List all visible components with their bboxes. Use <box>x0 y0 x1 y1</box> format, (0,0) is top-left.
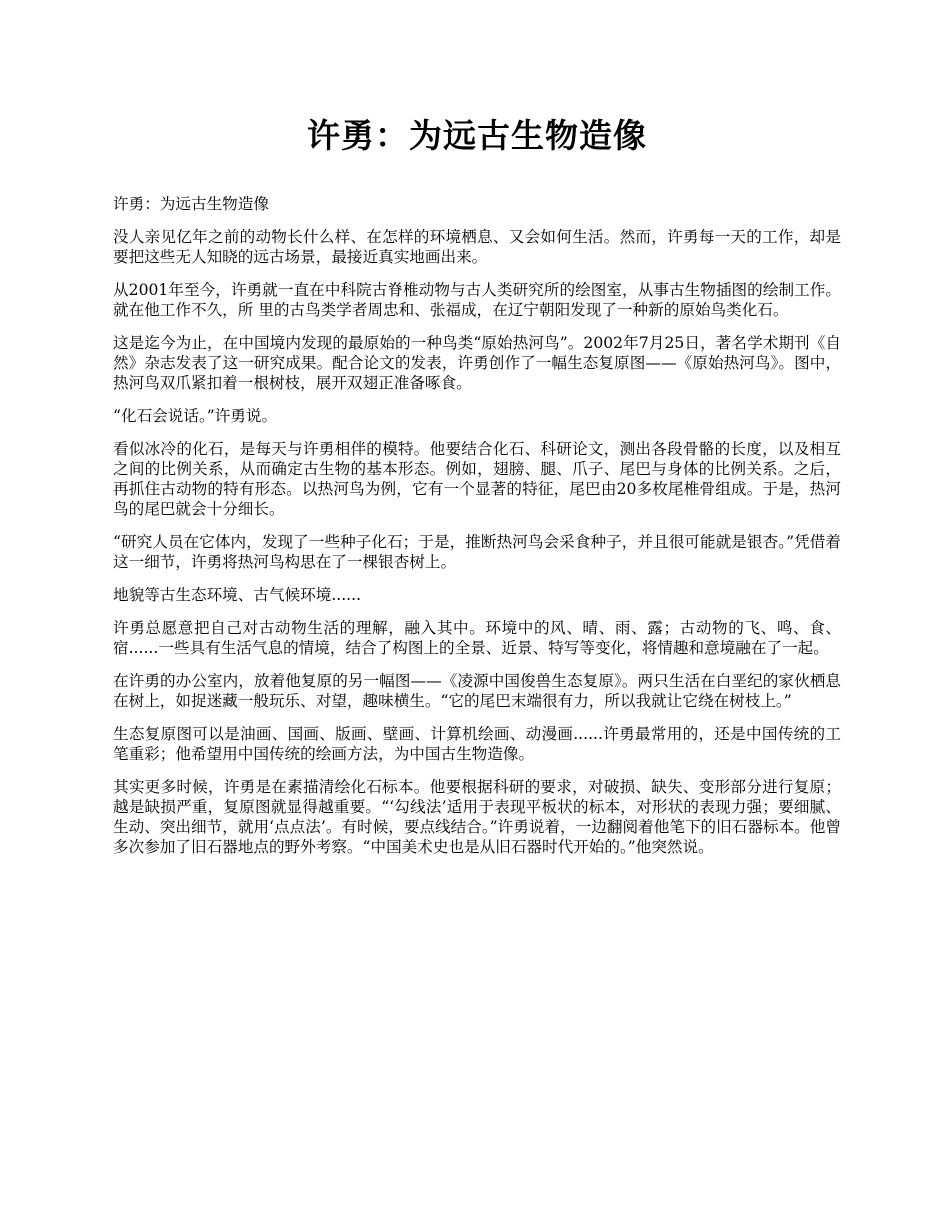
paragraph: 从2001年至今，许勇就一直在中科院古脊椎动物与古人类研究所的绘图室，从事古生物插图的绘制工作。就在他工作不久，所 里的古鸟类学者周忠和、张福成，在辽宁朝阳发现了一种新的原始鸟类化石。 <box>113 281 841 319</box>
paragraph: 这是迄今为止，在中国境内发现的最原始的一种鸟类“原始热河鸟”。2002年7月25日，著名学术期刊《自然》杂志发表了这一研究成果。配合论文的发表，许勇创作了一幅生态复原图——《原始热河鸟》。图中，热河鸟双爪紧扣着一根树枝，展开双翅正准备啄食。 <box>113 334 841 392</box>
paragraph: 其实更多时候，许勇是在素描清绘化石标本。他要根据科研的要求，对破损、缺失、变形部分进行复原；越是缺损严重，复原图就显得越重要。“‘勾线法’适用于表现平板状的标本，对形状的表现力强；要细腻、生动、突出细节，就用‘点点法’。有时候，要点线结合。”许勇说着，一边翻阅着他笔下的旧石器标本。他曾多次参加了旧石器地点的野外考察。“中国美术史也是从旧石器时代开始的。”他突然说。 <box>113 778 841 856</box>
paragraph: 在许勇的办公室内，放着他复原的另一幅图——《凌源中国俊兽生态复原》。两只生活在白垩纪的家伙栖息在树上，如捉迷藏一般玩乐、对望，趣味横生。“它的尾巴末端很有力，所以我就让它绕在树枝上。” <box>113 672 841 710</box>
document-title: 许勇：为远古生物造像 <box>307 116 647 155</box>
paragraph-quote: “化石会说话。”许勇说。 <box>113 407 278 425</box>
paragraph: 生态复原图可以是油画、国画、版画、壁画、计算机绘画、动漫画......许勇最常用的，还是中国传统的工笔重彩；他希望用中国传统的绘画方法，为中国古生物造像。 <box>113 725 841 763</box>
paragraph-subtitle: 许勇：为远古生物造像 <box>113 195 269 213</box>
paragraph: 地貌等古生态环境、古气候环境...... <box>113 586 362 604</box>
paragraph: 许勇总愿意把自己对古动物生活的理解，融入其中。环境中的风、晴、雨、露；古动物的飞、鸣、食、宿......一些具有生活气息的情境，结合了构图上的全景、近景、特写等变化，将情趣和意境融在了一起。 <box>113 619 841 657</box>
paragraph: 没人亲见亿年之前的动物长什么样、在怎样的环境栖息、又会如何生活。然而，许勇每一天的工作，却是要把这些无人知晓的远古场景，最接近真实地画出来。 <box>113 228 841 266</box>
document-page <box>113 112 841 870</box>
paragraph-quote: “研究人员在它体内，发现了一些种子化石；于是，推断热河鸟会采食种子，并且很可能就是银杏。”凭借着这一细节，许勇将热河鸟构思在了一棵银杏树上。 <box>113 533 841 571</box>
paragraph: 看似冰冷的化石，是每天与许勇相伴的模特。他要结合化石、科研论文，测出各段骨骼的长度，以及相互之间的比例关系，从而确定古生物的基本形态。例如，翅膀、腿、爪子、尾巴与身体的比例关系。之后，再抓住古动物的特有形态。以热河鸟为例，它有一个显著的特征，尾巴由20多枚尾椎骨组成。于是，热河鸟的尾巴就会十分细长。 <box>113 440 841 518</box>
